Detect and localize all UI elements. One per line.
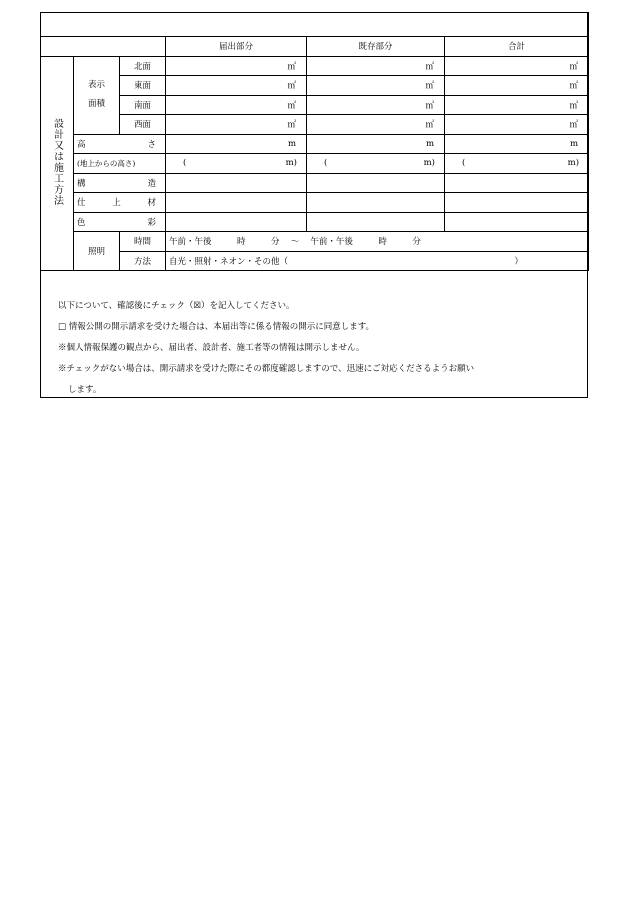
- height-total-cell[interactable]: m: [445, 134, 589, 154]
- structure-existing-cell[interactable]: [307, 173, 445, 193]
- display-area-label: [74, 56, 120, 134]
- direction-label: 東面: [120, 76, 166, 96]
- lighting-method-close: ）: [514, 256, 524, 267]
- header-blank-cell: [41, 37, 166, 57]
- area-row-west: [41, 115, 589, 135]
- lighting-method-value[interactable]: [166, 251, 589, 271]
- disclosure-consent-checkbox[interactable]: □ 情報公開の開示請求を受けた場合は、本届出等に係る情報の開示に同意します。: [58, 322, 375, 332]
- lighting-label: 照明: [74, 232, 120, 271]
- finish-existing-cell[interactable]: [307, 193, 445, 213]
- area-existing-cell[interactable]: ㎡: [307, 95, 445, 115]
- finish-row: [41, 193, 589, 213]
- area-total-cell[interactable]: ㎡: [445, 56, 589, 76]
- area-row-north: [41, 56, 589, 76]
- paren-close: m): [423, 158, 435, 169]
- structure-label-a: 構: [77, 178, 86, 189]
- lighting-time-value[interactable]: 午前・午後 時 分 ～ 午前・午後 時 分: [166, 232, 589, 252]
- lighting-method-label: 方法: [120, 251, 166, 271]
- header-total: 合計: [445, 37, 589, 57]
- header-notified: 届出部分: [166, 37, 307, 57]
- paren-close: m): [285, 158, 297, 169]
- area-row-east: [41, 76, 589, 96]
- area-notified-cell[interactable]: ㎡: [166, 95, 307, 115]
- structure-notified-cell[interactable]: [166, 173, 307, 193]
- direction-label: 南面: [120, 95, 166, 115]
- paren-open: (: [462, 158, 466, 169]
- height-notified-cell[interactable]: m: [166, 134, 307, 154]
- structure-row: [41, 173, 589, 193]
- disclosure-notes: [58, 296, 584, 401]
- area-total-cell[interactable]: ㎡: [445, 76, 589, 96]
- design-method-table: [40, 12, 589, 271]
- finish-total-cell[interactable]: [445, 193, 589, 213]
- lighting-method-row: [41, 251, 589, 271]
- direction-label: 北面: [120, 56, 166, 76]
- ground-height-existing-cell[interactable]: [307, 154, 445, 174]
- display-area-label-1: 表示: [87, 80, 105, 90]
- color-label-b: 彩: [147, 217, 156, 228]
- finish-label-b: 上: [112, 198, 121, 209]
- lighting-time-row: [41, 232, 589, 252]
- finish-label: [74, 193, 166, 213]
- area-existing-cell[interactable]: ㎡: [307, 56, 445, 76]
- height-existing-cell[interactable]: m: [307, 134, 445, 154]
- display-area-label-2: 面積: [87, 99, 105, 109]
- height-row-1: [41, 134, 589, 154]
- color-total-cell[interactable]: [445, 212, 589, 232]
- lighting-time-label: 時間: [120, 232, 166, 252]
- finish-notified-cell[interactable]: [166, 193, 307, 213]
- ground-height-total-cell[interactable]: [445, 154, 589, 174]
- height-label-b: さ: [147, 139, 156, 150]
- area-existing-cell[interactable]: ㎡: [307, 76, 445, 96]
- height-label-a: 高: [77, 139, 86, 150]
- height-label: [74, 134, 166, 154]
- color-row: [41, 212, 589, 232]
- blank-top-cell[interactable]: [41, 13, 589, 37]
- area-notified-cell[interactable]: ㎡: [166, 115, 307, 135]
- header-row: [41, 37, 589, 57]
- side-label-cell: [41, 56, 74, 271]
- height-row-2: [41, 154, 589, 174]
- header-existing: 既存部分: [307, 37, 445, 57]
- color-label-a: 色: [77, 217, 86, 228]
- paren-open: (: [324, 158, 328, 169]
- area-row-south: [41, 95, 589, 115]
- area-total-cell[interactable]: ㎡: [445, 95, 589, 115]
- lighting-method-options: 自光・照射・ネオン・その他（: [169, 256, 289, 267]
- no-check-note: ※チェックがない場合は、開示請求を受けた際にその都度確認しますので、迅速にご対応くださるようお願い: [58, 364, 475, 374]
- height-sub-label: (地上からの高さ): [74, 154, 166, 174]
- paren-close: m): [567, 158, 580, 169]
- color-existing-cell[interactable]: [307, 212, 445, 232]
- side-label: 設計又は施工方法: [51, 117, 63, 206]
- privacy-note: ※個人情報保護の観点から、届出者、設計者、施工者等の情報は開示しません。: [58, 343, 365, 353]
- finish-label-a: 仕: [77, 198, 86, 209]
- color-label: [74, 212, 166, 232]
- direction-label: 西面: [120, 115, 166, 135]
- color-notified-cell[interactable]: [166, 212, 307, 232]
- no-check-note-cont: します。: [68, 385, 102, 395]
- structure-label: [74, 173, 166, 193]
- structure-label-b: 造: [147, 178, 156, 189]
- area-total-cell[interactable]: ㎡: [445, 115, 589, 135]
- paren-open: (: [183, 158, 187, 169]
- structure-total-cell[interactable]: [445, 173, 589, 193]
- blank-top-row: [41, 13, 589, 37]
- notes-instruction: 以下について、確認後にチェック（☒）を記入してください。: [58, 301, 295, 311]
- finish-label-c: 材: [147, 198, 156, 209]
- area-notified-cell[interactable]: ㎡: [166, 76, 307, 96]
- area-existing-cell[interactable]: ㎡: [307, 115, 445, 135]
- ground-height-notified-cell[interactable]: [166, 154, 307, 174]
- area-notified-cell[interactable]: ㎡: [166, 56, 307, 76]
